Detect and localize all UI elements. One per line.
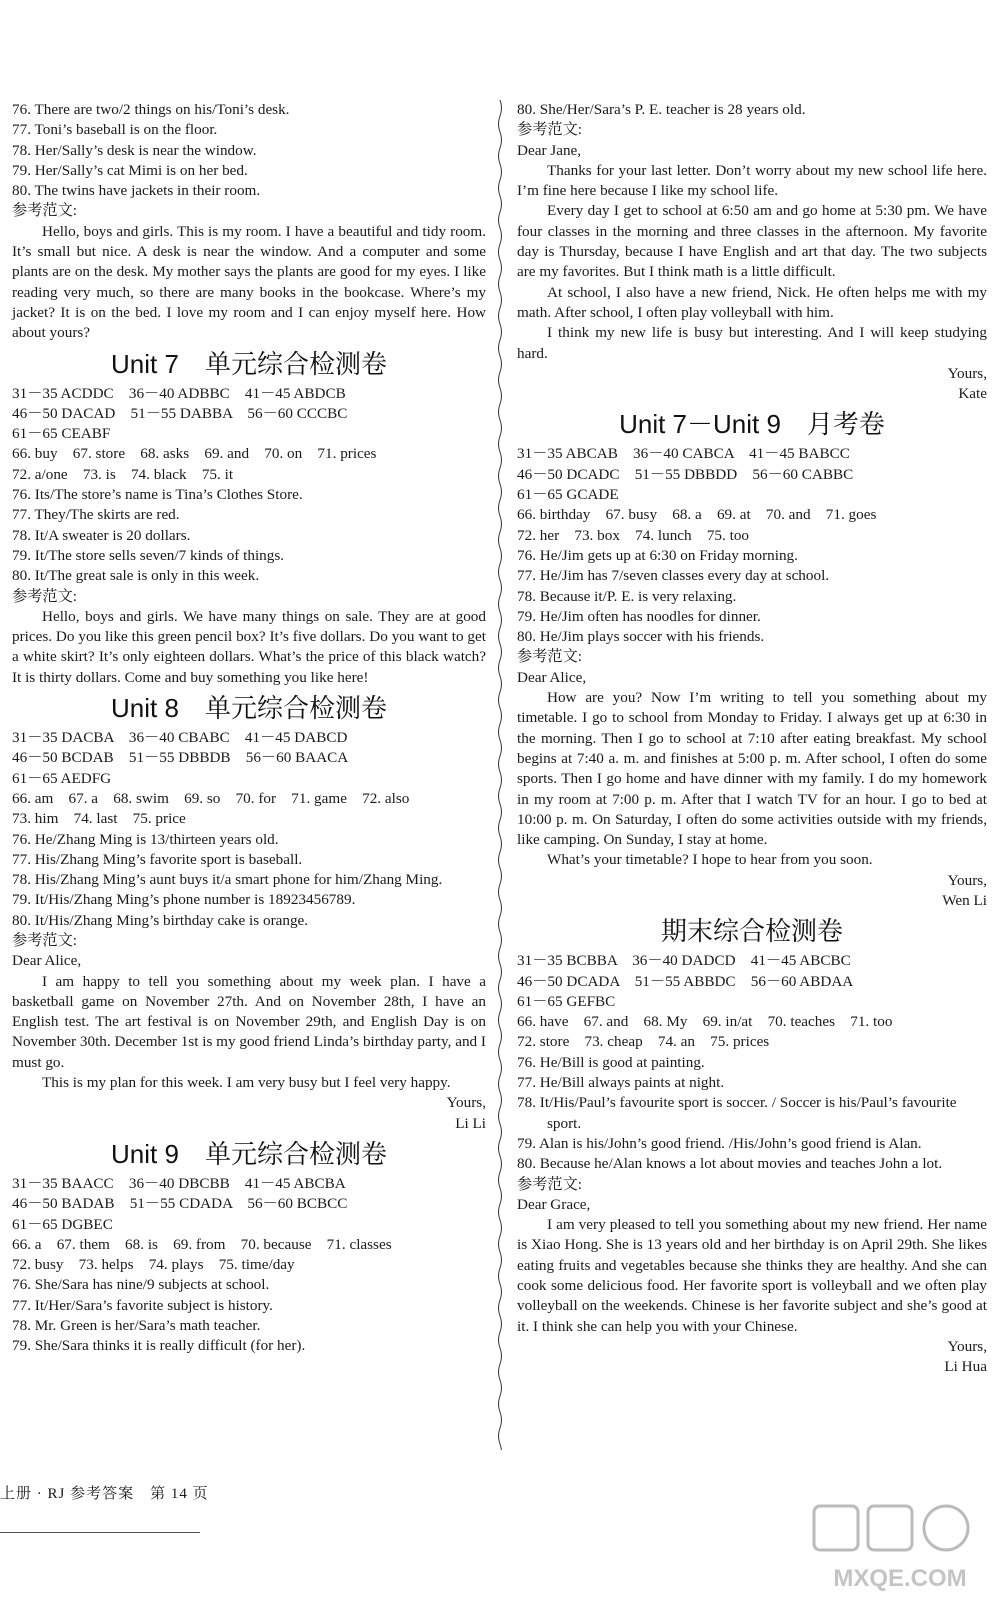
text-line: Dear Alice, [517, 668, 587, 686]
text-line: 78. Because it/P. E. is very relaxing. [517, 587, 737, 605]
text-line: 80. It/His/Zhang Ming’s birthday cake is orange. [12, 911, 309, 929]
section-heading: Unit 9 单元综合检测卷 [111, 1138, 387, 1169]
text-line: 79. He/Jim often has noodles for dinner. [517, 607, 761, 625]
answer-line: 78. It/His/Paul’s favourite sport is soccer. / Soccer is his/Paul’s favourite sport. [517, 1094, 957, 1132]
section-heading: 期末综合检测卷 [660, 916, 843, 947]
signature-line: Yours, [446, 1094, 486, 1112]
essay-paragraph: At school, I also have a new friend, Nick. He often helps me with my math. After school, I often play volleyball with him. [517, 283, 987, 321]
text-line: 79. She/Sara thinks it is really difficult (for her). [12, 1337, 306, 1355]
text-line: 61－65 CEABF [12, 425, 111, 443]
text-line: 77. It/Her/Sara’s favorite subject is history. [12, 1296, 273, 1314]
text-line: 79. It/His/Zhang Ming’s phone number is 18923456789. [12, 891, 356, 909]
signature-line: Li Hua [944, 1358, 987, 1376]
watermark-logo [810, 1500, 990, 1596]
essay-paragraph: Thanks for your last letter. Don’t worry about my new school life here. I’m fine here because I like my school life. [517, 161, 987, 200]
footer-rule [0, 1532, 200, 1533]
signature-line: Yours, [947, 364, 987, 382]
text-line: 46－50 DCADC 51－55 DBBDD 56－60 CABBC [517, 465, 854, 483]
text-line: 76. There are two/2 things on his/Toni’s desk. [12, 101, 290, 118]
text-line: 77. They/The skirts are red. [12, 506, 180, 524]
text-line: 80. She/Her/Sara’s P. E. teacher is 28 years old. [517, 101, 806, 118]
section-heading: Unit 7－Unit 9 月考卷 [619, 409, 885, 440]
text-line: 61－65 DGBEC [12, 1215, 113, 1233]
answer-line: 78. His/Zhang Ming’s aunt buys it/a smart phone for him/Zhang Ming. [12, 871, 443, 889]
text-line: 46－50 DACAD 51－55 DABBA 56－60 CCCBC [12, 404, 348, 422]
text-line: 77. He/Bill always paints at night. [517, 1074, 725, 1092]
essay-paragraph: Hello, boys and girls. This is my room. I have a beautiful and tidy room. It’s small but nice. A desk is near the window. And a computer and some plants are on the desk. My mother says the plants are good for my eyes. I like reading very much, so there are many books in the bookcase. Where’s my jacket? It is on the bed. I love my room and I can enjoy myself here. How about yours? [12, 222, 486, 342]
text-line: 72. her 73. box 74. lunch 75. too [517, 526, 750, 544]
page-footer: 上册 · RJ 参考答案 第 14 页 [0, 1486, 209, 1502]
text-line: 参考范文: [12, 931, 77, 949]
left-column [12, 100, 486, 1357]
essay-paragraph: I am happy to tell you something about my week plan. I have a basketball game on November 27th. And on November 28th, I have an English test. The art festival is on November 29th, and English Day is on November 30th. December 1st is my good friend Linda’s birthday party, and I must go. [12, 972, 486, 1071]
text-line: 77. He/Jim has 7/seven classes every day at school. [517, 567, 830, 585]
text-line: 参考范文: [12, 587, 77, 605]
text-line: 80. Because he/Alan knows a lot about movies and teaches John a lot. [517, 1155, 943, 1173]
text-line: 79. Her/Sally’s cat Mimi is on her bed. [12, 161, 248, 179]
signature-line: Yours, [947, 1337, 987, 1355]
essay-paragraph: How are you? Now I’m writing to tell you something about my timetable. I go to school from Monday to Friday. I always get up at 6:30 in the morning. Then I go to school at 7:10 after eating breakfast. My school begins at 7:40 a. m. and finishes at 5:00 p. m. After school, I often do some sports. Then I go home and have dinner with my family. I do my homework in my room at 7:00 p. m. After that I watch TV for an hour. I go to bed at 10:00 p. m. On Saturday, I often do some activities outside with my friends, like camping. On Sunday, I stay at home. [517, 689, 987, 849]
text-line: 61－65 AEDFG [12, 769, 112, 787]
text-line: 参考范文: [12, 202, 77, 220]
text-line: 78. Mr. Green is her/Sara’s math teacher. [12, 1317, 261, 1335]
text-line: 77. Toni’s baseball is on the floor. [12, 121, 218, 139]
text-line: 80. It/The great sale is only in this week. [12, 567, 260, 585]
text-line: 66. am 67. a 68. swim 69. so 70. for 71. game 72. also [12, 789, 410, 807]
text-line: 46－50 BCDAB 51－55 DBBDB 56－60 BAACA [12, 749, 349, 767]
text-line: 61－65 GEFBC [517, 992, 616, 1010]
text-line: 参考范文: [517, 648, 582, 666]
text-line: 76. He/Jim gets up at 6:30 on Friday morning. [517, 546, 798, 564]
text-line: 79. Alan is his/John’s good friend. /His/John’s good friend is Alan. [517, 1134, 922, 1152]
text-line: 80. He/Jim plays soccer with his friends. [517, 628, 765, 646]
text-line: 80. The twins have jackets in their room. [12, 182, 261, 200]
text-line: 参考范文: [517, 121, 582, 139]
svg-text:MXQE.COM: MXQE.COM [833, 1565, 967, 1592]
text-line: 73. him 74. last 75. price [12, 810, 186, 828]
text-line: 76. He/Zhang Ming is 13/thirteen years old. [12, 830, 279, 848]
text-line: 66. a 67. them 68. is 69. from 70. because 71. classes [12, 1235, 392, 1253]
signature-line: Wen Li [942, 891, 987, 909]
text-line: 66. buy 67. store 68. asks 69. and 70. on 71. prices [12, 445, 377, 463]
text-line: 66. birthday 67. busy 68. a 69. at 70. and 71. goes [517, 506, 877, 524]
text-line: 46－50 BADAB 51－55 CDADA 56－60 BCBCC [12, 1195, 348, 1213]
essay-paragraph: Every day I get to school at 6:50 am and go home at 5:30 pm. We have four classes in the morning and three classes in the afternoon. My favorite day is Thursday, because I have English and art that day. The two subjects are my favorites. But I think math is a little difficult. [517, 202, 987, 281]
text-line: 31－35 ABCAB 36－40 CABCA 41－45 BABCC [517, 445, 850, 463]
section-heading: Unit 8 单元综合检测卷 [111, 693, 387, 724]
text-line: 76. He/Bill is good at painting. [517, 1053, 705, 1071]
column-divider [497, 100, 503, 1450]
text-line: 72. a/one 73. is 74. black 75. it [12, 465, 234, 483]
text-line: 66. have 67. and 68. My 69. in/at 70. teaches 71. too [517, 1013, 893, 1031]
text-line: 76. Its/The store’s name is Tina’s Clothes Store. [12, 486, 303, 504]
text-line: Dear Jane, [517, 141, 582, 159]
text-line: 78. Her/Sally’s desk is near the window. [12, 141, 257, 159]
essay-paragraph: I am very pleased to tell you something about my new friend. Her name is Xiao Hong. She is 13 years old and her birthday is on April 29th. She likes eating fruits and vegetables because she thinks they are healthy. And she can cook some delicious food. Her favorite sport is volleyball and we often play volleyball on the weekends. Chinese is her favorite subject and she’s good at it. I think she can help you with your Chinese. [517, 1216, 987, 1335]
text-line: 参考范文: [517, 1175, 582, 1193]
text-line: 72. store 73. cheap 74. an 75. prices [517, 1033, 770, 1051]
text-line: 31－35 BAACC 36－40 DBCBB 41－45 ABCBA [12, 1174, 346, 1192]
text-line: 72. busy 73. helps 74. plays 75. time/day [12, 1256, 295, 1274]
essay-paragraph: Hello, boys and girls. We have many things on sale. They are at good prices. Do you like this green pencil box? It’s five dollars. Do you want to get a white skirt? It’s only eighteen dollars. What’s the price of this black watch? It is thirty dollars. Come and buy something you like here! [12, 607, 486, 686]
essay-paragraph: This is my plan for this week. I am very busy but I feel very happy. [42, 1074, 451, 1092]
text-line: 31－35 DACBA 36－40 CBABC 41－45 DABCD [12, 729, 348, 747]
text-line: Dear Grace, [517, 1195, 591, 1213]
signature-line: Li Li [455, 1114, 486, 1132]
text-line: 61－65 GCADE [517, 486, 619, 504]
signature-line: Yours, [947, 871, 987, 889]
text-line: 78. It/A sweater is 20 dollars. [12, 526, 191, 544]
section-heading: Unit 7 单元综合检测卷 [111, 348, 387, 379]
essay-paragraph: What’s your timetable? I hope to hear from you soon. [547, 851, 873, 869]
text-line: 76. She/Sara has nine/9 subjects at school. [12, 1276, 270, 1294]
text-line: 79. It/The store sells seven/7 kinds of things. [12, 546, 285, 564]
text-line: 77. His/Zhang Ming’s favorite sport is baseball. [12, 850, 303, 868]
essay-paragraph: I think my new life is busy but interesting. And I will keep studying hard. [517, 324, 987, 362]
text-line: 46－50 DCADA 51－55 ABBDC 56－60 ABDAA [517, 972, 854, 990]
text-line: 31－35 ACDDC 36－40 ADBBC 41－45 ABDCB [12, 384, 346, 402]
right-column [517, 100, 987, 1378]
signature-line: Kate [958, 385, 987, 403]
text-line: Dear Alice, [12, 952, 82, 970]
text-line: 31－35 BCBBA 36－40 DADCD 41－45 ABCBC [517, 952, 851, 970]
